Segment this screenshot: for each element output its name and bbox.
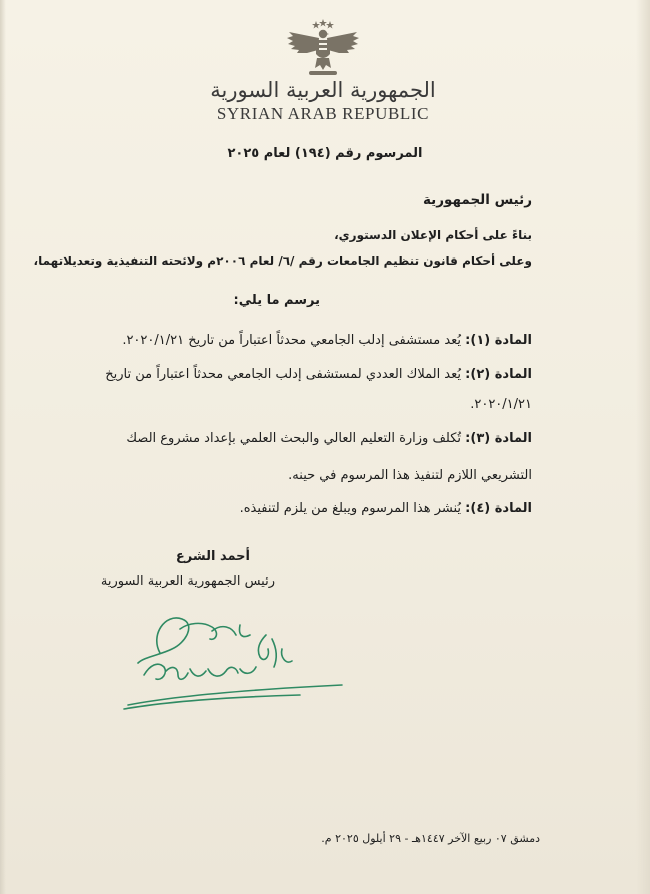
basis-line-1: بناءً على أحكام الإعلان الدستوري، bbox=[334, 228, 532, 242]
article-4 bbox=[240, 501, 532, 516]
article-2 bbox=[105, 367, 532, 382]
issuer-heading: رئيس الجمهورية bbox=[422, 192, 532, 208]
letterhead-arabic-name: الجمهورية العربية السورية bbox=[210, 78, 436, 102]
article-4-label: المادة (٤): bbox=[465, 501, 532, 516]
article-3-label: المادة (٣): bbox=[465, 431, 532, 446]
article-3-continuation: التشريعي اللازم لتنفيذ هذا المرسوم في حينه. bbox=[288, 468, 532, 483]
dateline: دمشق ٠٧ ربيع الآخر ١٤٤٧هـ - ٢٩ أيلول ٢٠٢٥ م. bbox=[321, 832, 540, 845]
signer-name: أحمد الشرع bbox=[175, 549, 250, 564]
article-2-text: يُعد الملاك العددي لمستشفى إدلب الجامعي محدثاً اعتباراً من تاريخ bbox=[105, 367, 462, 382]
article-2-label: المادة (٢): bbox=[465, 367, 532, 382]
article-3 bbox=[126, 431, 532, 446]
article-1-text: يُعد مستشفى إدلب الجامعي محدثاً اعتباراً من تاريخ ٢٠٢٠/١/٢١. bbox=[122, 333, 462, 348]
decree-title: المرسوم رقم (١٩٤) لعام ٢٠٢٥ bbox=[227, 146, 423, 161]
eagle-emblem-icon bbox=[285, 18, 361, 80]
article-4-text: يُنشر هذا المرسوم ويبلغ من يلزم لتنفيذه. bbox=[239, 501, 462, 516]
paper-edge-left bbox=[0, 0, 6, 894]
handwritten-signature bbox=[120, 605, 350, 715]
basis-line-2: وعلى أحكام قانون تنظيم الجامعات رقم /٦/ لعام ٢٠٠٦م ولائحته التنفيذية وتعديلاتهما، bbox=[33, 254, 532, 268]
article-3-text: تُكلف وزارة التعليم العالي والبحث العلمي بإعداد مشروع الصك bbox=[126, 431, 462, 446]
article-1-label: المادة (١): bbox=[465, 333, 532, 348]
article-2-continuation: ٢٠٢٠/١/٢١. bbox=[470, 397, 532, 412]
article-1 bbox=[122, 333, 532, 348]
signer-title: رئيس الجمهورية العربية السورية bbox=[100, 574, 275, 589]
decree-phrase: يرسم ما يلي: bbox=[233, 293, 320, 308]
letterhead-english-name: SYRIAN ARAB REPUBLIC bbox=[216, 104, 430, 123]
paper-edge-right bbox=[636, 0, 650, 894]
